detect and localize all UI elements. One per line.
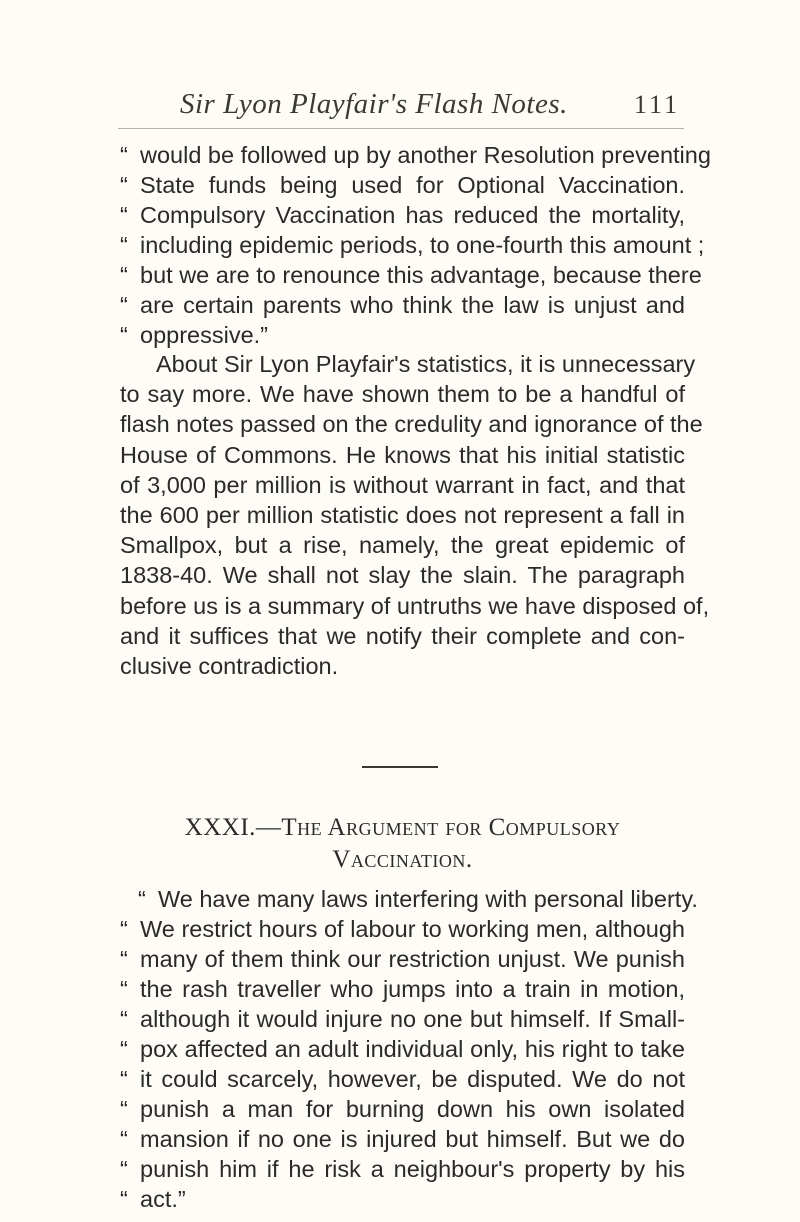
quote-line [120,1094,685,1124]
quote-line [120,1034,685,1064]
paragraph-line: flash notes passed on the credulity and ignorance of the [120,411,703,438]
quote-line-text: punish him if he risk a neighbour's property by his [140,1156,685,1182]
paragraph-line: About Sir Lyon Playfair's statistics, it is unnecessary [156,351,696,377]
section-heading [120,812,685,876]
header-rule [118,128,684,129]
paragraph-line: House of Commons. He knows that his initial statistic [120,441,685,468]
quote-line-text: many of them think our restriction unjust. We punish [140,946,685,972]
quote-mark: “ [120,1036,128,1062]
quote-mark: “ [120,1126,128,1152]
quote-mark: “ [120,232,128,258]
paragraph-line: the 600 per million statistic does not represent a fall in [120,501,685,528]
quote-block-2 [120,884,698,1214]
quote-line-text: but we are to renounce this advantage, because there [140,262,702,288]
quote-line-text: Compulsory Vaccination has reduced the mortality, [140,202,685,228]
paragraph-line: and it suffices that we notify their complete and con- [120,622,685,649]
quote-line-text: punish a man for burning down his own isolated [140,1096,685,1122]
running-head [120,88,680,128]
quote-mark: “ [120,292,128,318]
quote-line [120,230,705,260]
quote-line-text: We have many laws interfering with personal liberty. [158,886,698,912]
quote-line-text: act.” [140,1186,186,1212]
quote-mark: “ [120,1006,128,1032]
section-heading-line-2: Vaccination. [332,846,473,873]
quote-line-text: it could scarcely, however, be disputed. We do not [140,1066,685,1092]
quote-line-text: pox affected an adult individual only, his right to take [140,1036,685,1062]
quote-line-text: are certain parents who think the law is unjust and [140,292,685,318]
quote-mark: “ [120,142,128,168]
quote-mark: “ [120,1096,128,1122]
quote-line [120,170,685,200]
paragraph-1 [120,349,710,681]
section-divider [362,766,438,768]
quote-line [120,320,685,350]
quote-line [120,974,685,1004]
running-title: Sir Lyon Playfair's Flash Notes. [180,88,568,120]
paragraph-line: of 3,000 per million is without warrant in fact, and that [120,471,685,498]
quote-line-text: the rash traveller who jumps into a train in motion, [140,976,685,1002]
paragraph-line: Smallpox, but a rise, namely, the great epidemic of [120,532,685,559]
quote-line [120,1004,685,1034]
quote-mark: “ [120,1186,128,1212]
quote-mark: “ [120,1156,128,1182]
quote-mark: “ [120,916,128,942]
paragraph-line: 1838-40. We shall not slay the slain. The paragraph [120,562,685,589]
quote-mark: “ [120,202,128,228]
quote-line-text: oppressive.” [140,322,268,348]
quote-line-text: State funds being used for Optional Vaccination. [140,172,685,198]
quote-line-text: although it would injure no one but himself. If Small- [140,1006,685,1032]
page-number: 111 [633,90,680,119]
paragraph-line: to say more. We have shown them to be a handful of [120,381,685,408]
quote-mark: “ [120,1066,128,1092]
paragraph-line: before us is a summary of untruths we have disposed of, [120,592,710,619]
quote-mark: “ [120,976,128,1002]
quote-mark: “ [120,946,128,972]
quote-mark: “ [120,262,128,288]
quote-line [120,914,685,944]
quote-line-text: including epidemic periods, to one-fourth this amount ; [140,232,705,258]
quote-line-text: We restrict hours of labour to working men, although [140,916,685,942]
quote-line [120,1064,685,1094]
quote-line [120,1184,685,1214]
quote-line [120,260,702,290]
section-heading-line-1: XXXI.—The Argument for Compulsory [184,814,621,841]
quote-line [120,944,685,974]
quote-mark: “ [138,886,146,912]
quote-line-text: mansion if no one is injured but himself. But we do [140,1126,685,1152]
quote-line [120,884,698,914]
quote-line [120,140,711,170]
quote-mark: “ [120,322,128,348]
paragraph-line: clusive contradiction. [120,652,339,679]
quote-line [120,290,685,320]
quote-mark: “ [120,172,128,198]
quote-line-text: would be followed up by another Resolution preventing [140,142,711,168]
quote-line [120,1154,685,1184]
quote-line [120,1124,685,1154]
quote-line [120,200,685,230]
quote-block-1 [120,140,711,350]
